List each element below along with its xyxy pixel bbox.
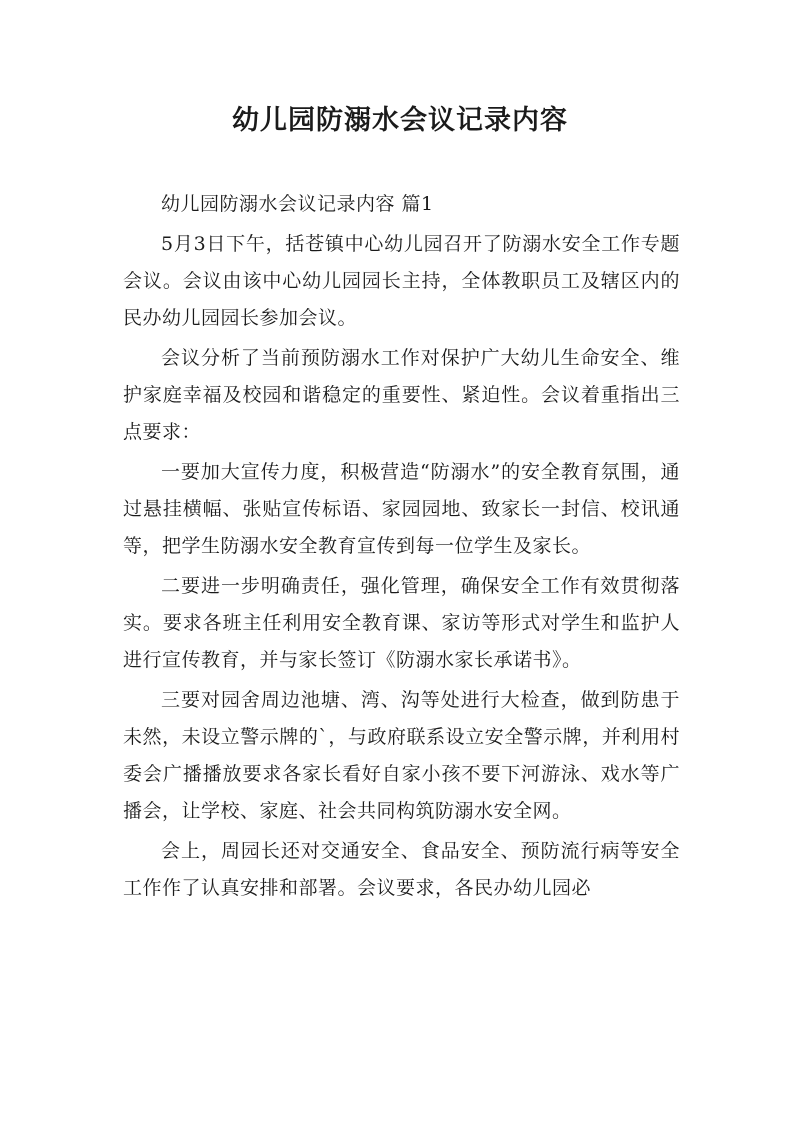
paragraph: 三要对园舍周边池塘、湾、沟等处进行大检查，做到防患于未然，未设立警示牌的`，与政府联系设立安全警示牌，并利用村委会广播播放要求各家长看好自家小孩不要下河游泳、戏水等广播会，让学校、家庭、社会共同构筑防溺水安全网。 <box>123 689 680 822</box>
document-body <box>123 186 680 910</box>
document-title: 幼儿园防溺水会议记录内容 <box>232 105 568 136</box>
paragraph: 会上，周园长还对交通安全、食品安全、预防流行病等安全工作作了认真安排和部署。会议要求，各民办幼儿园必 <box>123 840 680 899</box>
paragraph: 一要加大宣传力度，积极营造“防溺水”的安全教育氛围，通过悬挂横幅、张贴宣传标语、家园园地、致家长一封信、校讯通等，把学生防溺水安全教育宣传到每一位学生及家长。 <box>123 461 680 557</box>
paragraph: 会议分析了当前预防溺水工作对保护广大幼儿生命安全、维护家庭幸福及校园和谐稳定的重要性、紧迫性。会议着重指出三点要求： <box>123 347 680 443</box>
paragraph: 5月3日下午，括苍镇中心幼儿园召开了防溺水安全工作专题会议。会议由该中心幼儿园园长主持，全体教职员工及辖区内的民办幼儿园园长参加会议。 <box>123 233 680 329</box>
paragraph: 二要进一步明确责任，强化管理，确保安全工作有效贯彻落实。要求各班主任利用安全教育课、家访等形式对学生和监护人进行宣传教育，并与家长签订《防溺水家长承诺书》。 <box>123 575 680 671</box>
section-heading: 幼儿园防溺水会议记录内容 篇1 <box>161 193 434 215</box>
